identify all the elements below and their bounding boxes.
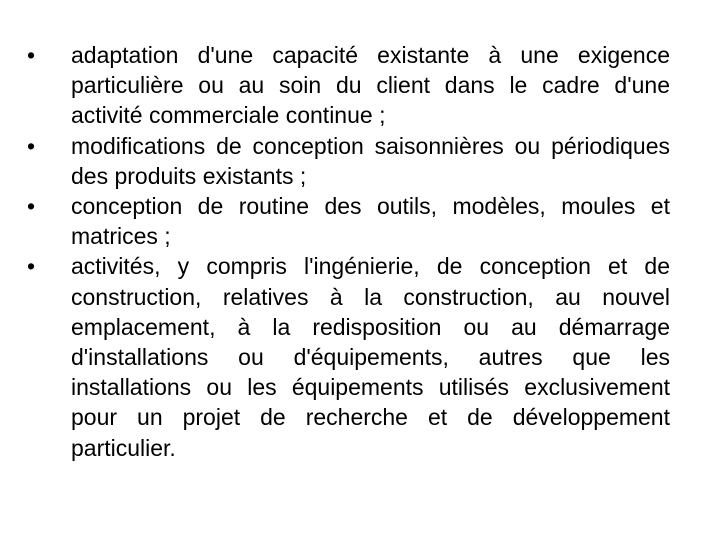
bullet-icon: • — [27, 193, 36, 220]
bullet-icon: • — [27, 253, 36, 280]
bullet-icon: • — [27, 132, 36, 159]
bullet-list — [27, 40, 670, 463]
bullet-icon: • — [27, 42, 36, 68]
bullet-text: modifications de conception saisonnières ou périodiques des produits existants ; — [71, 132, 670, 189]
bullet-item — [27, 191, 670, 251]
bullet-text: conception de routine des outils, modèles, moules et matrices ; — [71, 193, 670, 250]
bullet-text: adaptation d'une capacité existante à une exigence particulière ou au soin du client dans le cadre d'une activité commerciale continue ; — [71, 42, 670, 129]
bullet-item — [27, 131, 670, 191]
bullet-text: activités, y compris l'ingénierie, de conception et de construction, relatives à la construction, au nouvel emplacement, à la redisposition ou au démarrage d'installations ou d'équipements, autres que les installations ou les équipements utilisés exclusivement pour un projet de recherche et de développement particulier. — [71, 253, 670, 461]
bullet-item — [27, 40, 670, 131]
bullet-item — [27, 251, 670, 462]
